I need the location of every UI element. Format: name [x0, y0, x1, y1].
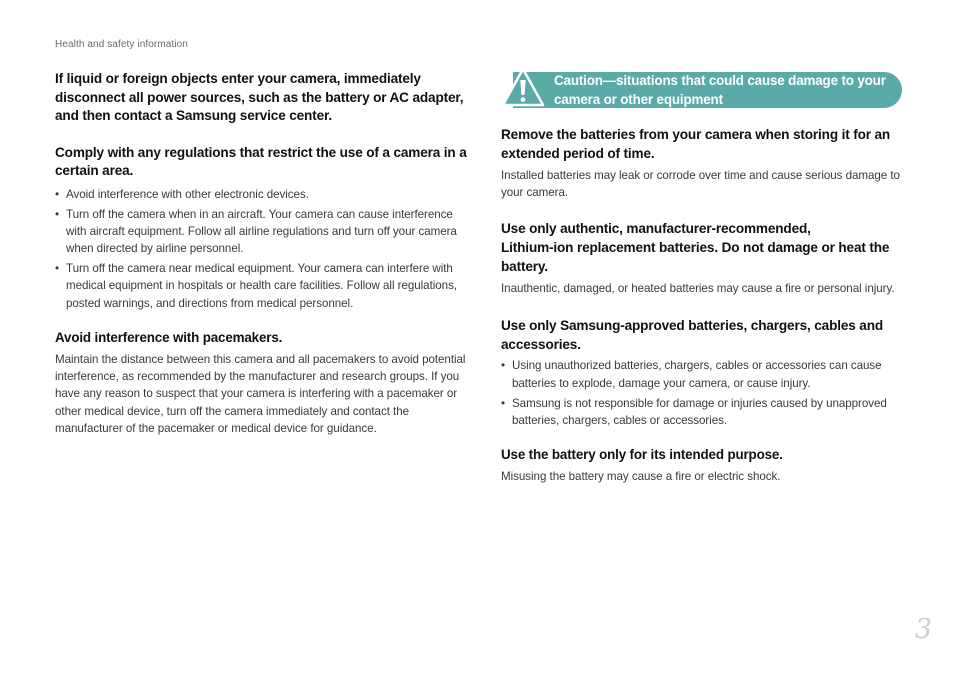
- list-item: • Turn off the camera near medical equipment. Your camera can interfere with medical equipment in hospitals or health care facilities. Follow all regulations, posted warnings, and directions from medical personnel.: [55, 260, 470, 311]
- page-number: 3: [914, 614, 932, 645]
- pacemaker-body: Maintain the distance between this camera and all pacemakers to avoid potential interference, as recommended by the manufacturer and research groups. If you have any reason to suspect that your camera is interfering with a pacemaker or other medical device, turn off the camera immediately and contact the manufacturer of the pacemaker or medical device for guidance.: [55, 353, 466, 435]
- regulations-list: [55, 186, 470, 312]
- left-column: [55, 70, 470, 437]
- authentic-battery-heading: [501, 220, 909, 276]
- regulations-heading: Comply with any regulations that restrict the use of a camera in a certain area.: [55, 144, 467, 179]
- authentic-battery-heading-line1: Use only authentic, manufacturer-recommended,: [501, 221, 811, 237]
- authentic-battery-body: Inauthentic, damaged, or heated batteries may cause a fire or personal injury.: [501, 282, 895, 296]
- storage-heading: Remove the batteries from your camera when storing it for an extended period of time.: [501, 127, 891, 161]
- list-item: • Samsung is not responsible for damage or injuries caused by unapproved batteries, chargers, cables or accessories.: [501, 395, 909, 429]
- right-column: [501, 70, 909, 486]
- liquid-warning-heading: If liquid or foreign objects enter your camera, immediately disconnect all power sources, such as the battery or AC adapter, and then contact a Samsung service center.: [55, 71, 464, 124]
- storage-body: Installed batteries may leak or corrode over time and cause serious damage to your camera.: [501, 169, 900, 200]
- list-item: • Avoid interference with other electronic devices.: [55, 186, 470, 203]
- list-item: • Using unauthorized batteries, chargers, cables or accessories can cause batteries to explode, damage your camera, or cause injury.: [501, 357, 909, 391]
- caution-banner: [501, 70, 909, 107]
- list-item: • Turn off the camera when in an aircraft. Your camera can cause interference with aircraft equipment. Follow all airline regulations and turn off your camera when directed by airline personnel.: [55, 206, 470, 257]
- intended-purpose-heading: Use the battery only for its intended purpose.: [501, 446, 783, 462]
- pacemaker-heading: Avoid interference with pacemakers.: [55, 329, 283, 345]
- intended-purpose-body: Misusing the battery may cause a fire or electric shock.: [501, 470, 781, 484]
- caution-title: Caution—situations that could cause damage to your camera or other equipment: [554, 73, 886, 107]
- approved-accessories-heading: Use only Samsung-approved batteries, chargers, cables and accessories.: [501, 318, 884, 352]
- authentic-battery-heading-line2: Lithium-ion replacement batteries. Do not damage or heat the battery.: [501, 239, 890, 274]
- approved-accessories-list: [501, 357, 909, 428]
- running-header: Health and safety information: [55, 39, 188, 50]
- warning-triangle-icon: [501, 66, 545, 108]
